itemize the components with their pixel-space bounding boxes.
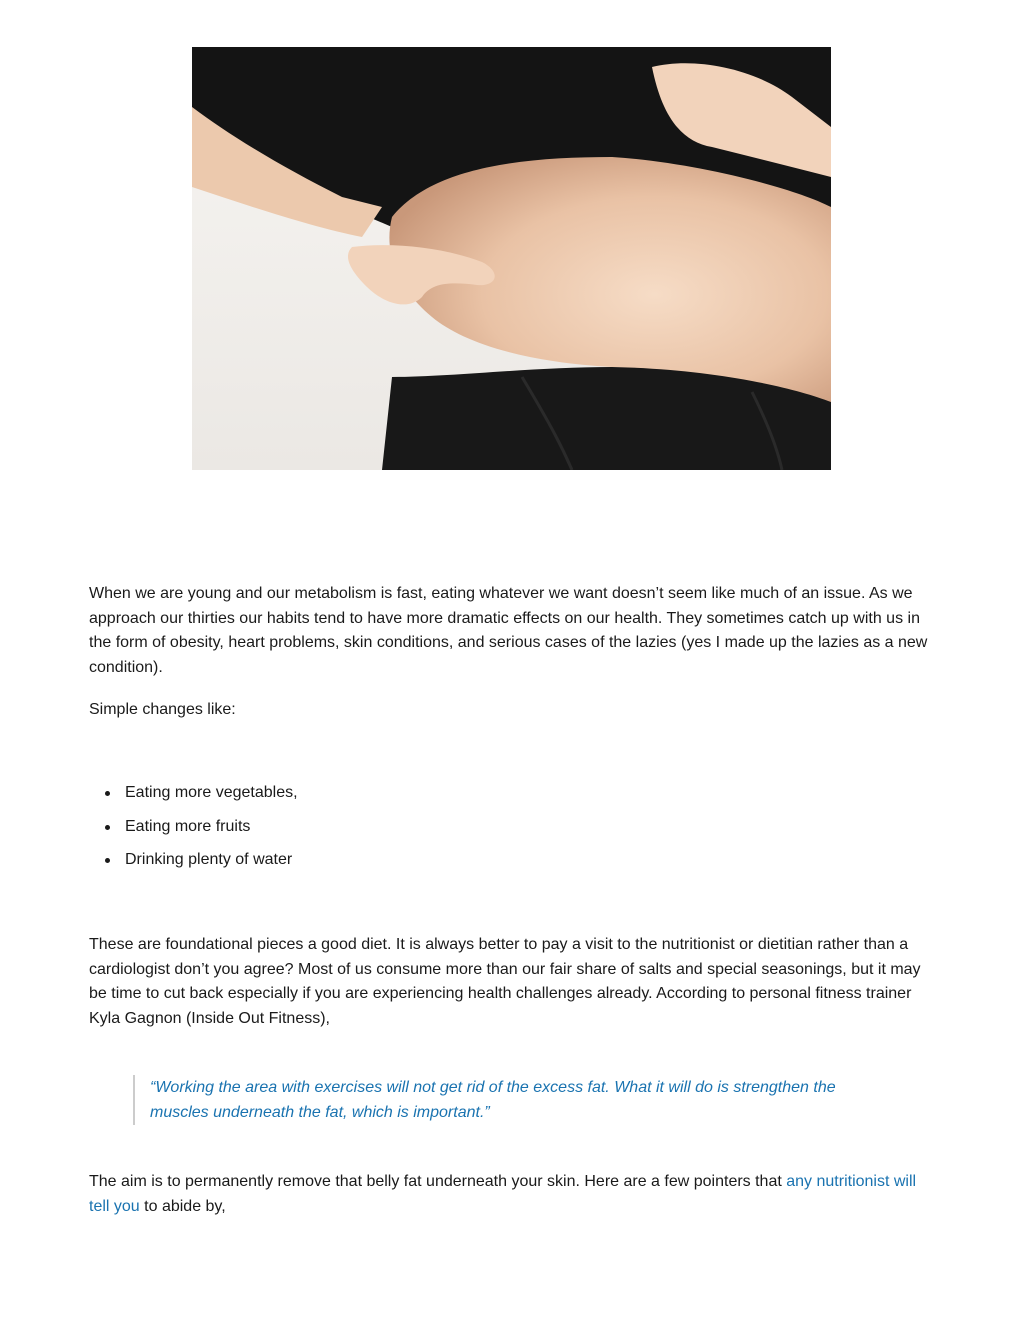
bullet-icon xyxy=(105,825,110,830)
lead-in-text: Simple changes like: xyxy=(89,701,236,718)
list-item: Drinking plenty of water xyxy=(89,848,298,882)
belly-fat-photo xyxy=(192,47,831,470)
bullet-icon xyxy=(105,791,110,796)
body-paragraph: These are foundational pieces a good diet. It is always better to pay a visit to the nutritionist or dietitian rather than a cardiologist don’t you agree? Most of us consume more than our fair share of salts and special seasonings, but it may be time to cut back especially if you are experiencing health challenges already. According to personal fitness trainer Kyla Gagnon (Inside Out Fitness), xyxy=(89,936,921,1027)
tips-list xyxy=(89,781,298,882)
intro-paragraph: When we are young and our metabolism is fast, eating whatever we want doesn’t seem like much of an issue. As we approach our thirties our habits tend to have more dramatic effects on our health. They sometimes catch up with us in the form of obesity, heart problems, skin conditions, and serious cases of the lazies (yes I made up the lazies as a new condition). xyxy=(89,585,928,676)
bullet-icon xyxy=(105,858,110,863)
list-item: Eating more fruits xyxy=(89,815,298,849)
nutritionist-link[interactable]: any nutritionist will tell you xyxy=(89,1173,917,1215)
closing-paragraph: The aim is to permanently remove that belly fat underneath your skin. Here are a few pointers that any nutritionist will tell you to abide by, xyxy=(89,1173,917,1215)
trainer-quote: “Working the area with exercises will not get rid of the excess fat. What it will do is strengthen the muscles underneath the fat, which is important.” xyxy=(133,1075,850,1125)
list-item: Eating more vegetables, xyxy=(89,781,298,815)
